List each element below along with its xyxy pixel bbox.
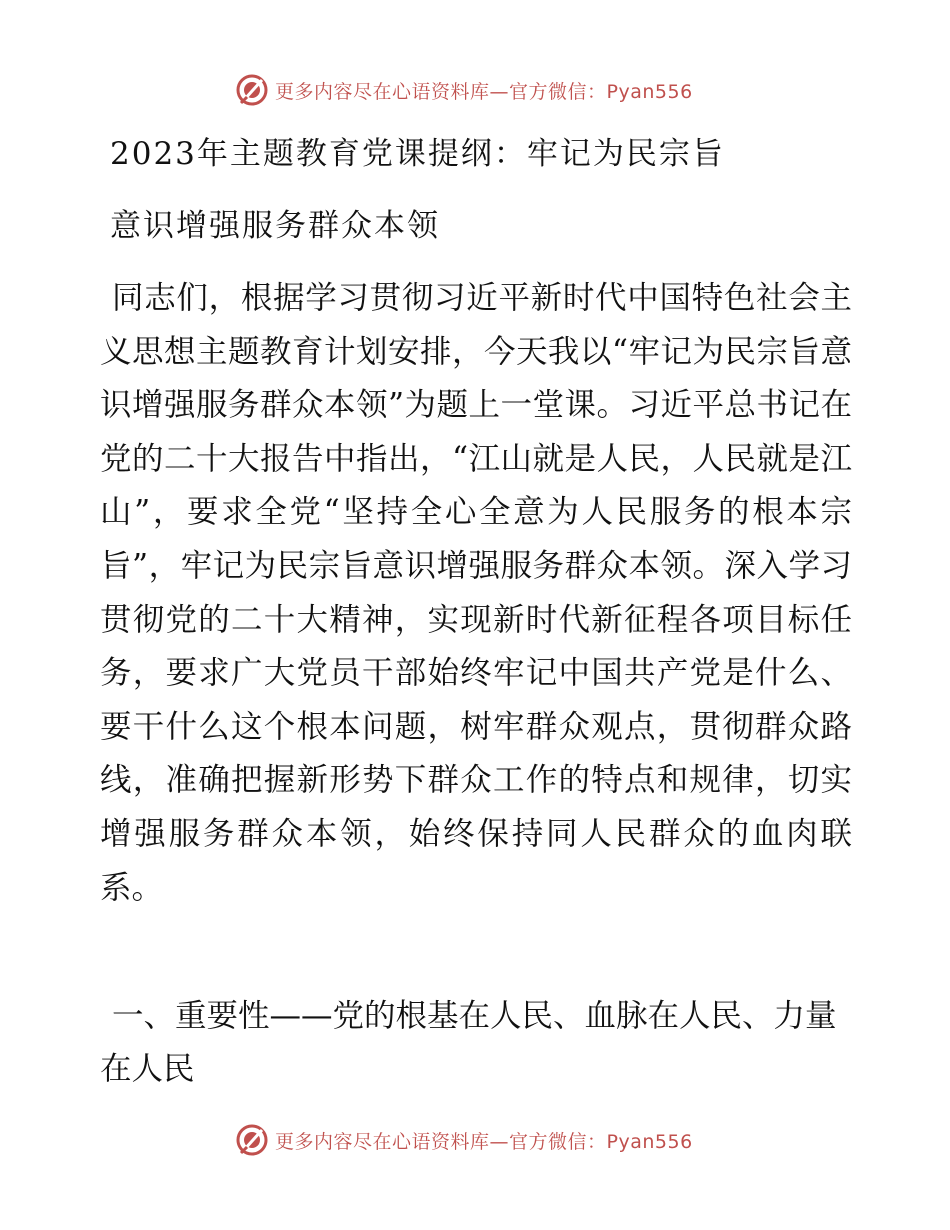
header-watermark (235, 72, 693, 108)
footer-watermark (235, 1122, 693, 1158)
page-title-line-1: 2023年主题教育党课提纲：牢记为民宗旨 (110, 136, 725, 172)
section-heading: 一、重要性——党的根基在人民、血脉在人民、力量在人民 (100, 998, 837, 1087)
watermark-text: 更多内容尽在心语资料库—官方微信：Pyan556 (275, 1130, 693, 1153)
quill-logo-icon (235, 1123, 269, 1157)
page-title-line-2: 意识增强服务群众本领 (110, 208, 440, 244)
body-paragraph: 同志们，根据学习贯彻习近平新时代中国特色社会主义思想主题教育计划安排，今天我以“牢记为民宗旨意识增强服务群众本领”为题上一堂课。习近平总书记在党的二十大报告中指出，“江山就是人民，人民就是江山”，要求全党“坚持全心全意为人民服务的根本宗旨”，牢记为民宗旨意识增强服务群众本领。深入学习贯彻党的二十大精神，实现新时代新征程各项目标任务，要求广大党员干部始终牢记中国共产党是什么、要干什么这个根本问题，树牢群众观点，贯彻群众路线，准确把握新形势下群众工作的特点和规律，切实增强服务群众本领，始终保持同人民群众的血肉联系。 (100, 280, 852, 906)
watermark-text: 更多内容尽在心语资料库—官方微信：Pyan556 (275, 80, 693, 103)
quill-logo-icon (235, 73, 269, 107)
